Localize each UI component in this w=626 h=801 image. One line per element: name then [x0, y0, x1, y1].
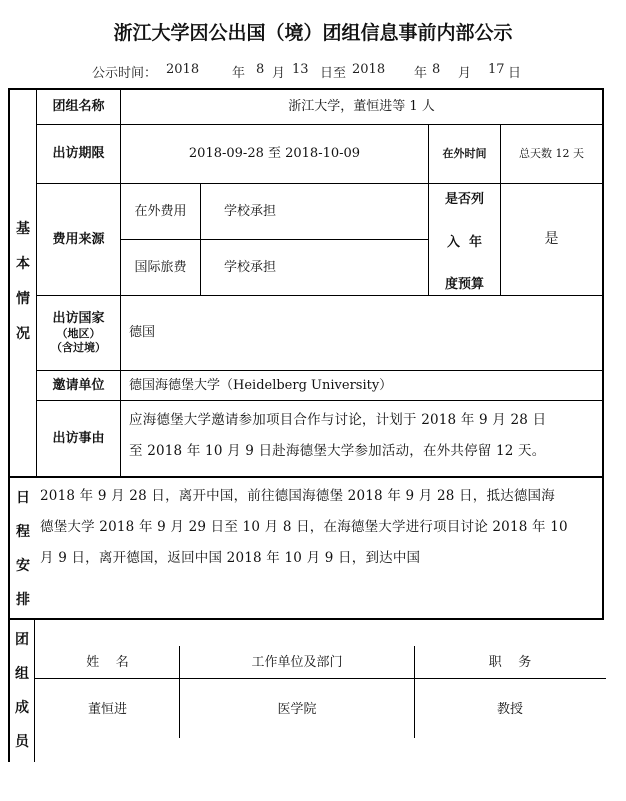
- period-value: 2018-09-28 至 2018-10-09: [188, 146, 361, 162]
- member-name: 董恒进: [87, 702, 127, 718]
- end-year-unit: 年: [414, 66, 428, 81]
- inviter-value: 德国海德堡大学（Heidelberg University）: [129, 377, 393, 393]
- start-month-unit: 月: [272, 66, 286, 81]
- member-header-unit: 工作单位及部门: [251, 655, 343, 671]
- end-day: 17: [488, 62, 505, 77]
- abroad-duration-value: 总天数 12 天: [519, 147, 584, 161]
- funding-travel-value: 学校承担: [224, 259, 277, 275]
- group-name-label: 团组名称: [52, 99, 105, 115]
- destination-country-label: 出访国家 （地区） （含过境）: [51, 311, 106, 355]
- funding-abroad-value: 学校承担: [224, 203, 277, 219]
- inviter-label: 邀请单位: [52, 377, 105, 393]
- basic-info-section-label: 基 本 情 况: [16, 220, 30, 342]
- date-to: 日至: [320, 66, 347, 81]
- visit-reason-label: 出访事由: [52, 430, 105, 446]
- date-prefix: 公示时间：: [92, 66, 158, 81]
- funding-source-label: 费用来源: [52, 231, 105, 247]
- end-month-unit: 月: [458, 66, 472, 81]
- end-month: 8: [432, 62, 441, 77]
- member-header-name: 姓 名: [86, 655, 129, 671]
- in-annual-budget-value: 是: [544, 231, 559, 248]
- member-header-position: 职 务: [488, 655, 532, 671]
- visit-reason-value: 应海德堡大学邀请参加项目合作与讨论，计划于 2018 年 9 月 28 日 至 2018 年 10 月 9 日赴海德堡大学参加活动，在外共停留 12 天。: [129, 412, 547, 459]
- member-position: 教授: [496, 702, 523, 718]
- end-day-unit: 日: [508, 66, 522, 81]
- in-annual-budget-label: 是否列 入 年 度预算: [444, 192, 484, 292]
- funding-abroad-label: 在外费用: [134, 203, 187, 219]
- period-label: 出访期限: [52, 146, 105, 162]
- funding-travel-label: 国际旅费: [134, 259, 187, 275]
- start-month: 8: [256, 62, 265, 77]
- start-day: 13: [292, 62, 309, 77]
- document-title: 浙江大学因公出国（境）团组信息事前内部公示: [113, 22, 513, 44]
- member-unit: 医学院: [277, 702, 317, 718]
- end-year: 2018: [352, 62, 386, 77]
- members-section-label: 团 组 成 员: [15, 632, 29, 750]
- start-year-unit: 年: [232, 66, 246, 81]
- publicity-period: [0, 62, 626, 82]
- schedule-section-label: 日 程 安 排: [16, 490, 30, 608]
- schedule-text: 2018 年 9 月 28 日，离开中国，前往德国海德堡 2018 年 9 月 28 日，抵达德国海 德堡大学 2018 年 9 月 29 日至 10 月 8 日，在海德堡大学进行项目讨论 2018 年 10 月 9 日，离开德国，返回中国 2018 年 10 月 9 日，到达中国: [40, 488, 568, 566]
- abroad-duration-label: 在外时间: [442, 147, 487, 161]
- start-year: 2018: [166, 62, 200, 77]
- group-name-value: 浙江大学，董恒进等 1 人: [288, 99, 435, 115]
- destination-country-value: 德国: [129, 325, 156, 341]
